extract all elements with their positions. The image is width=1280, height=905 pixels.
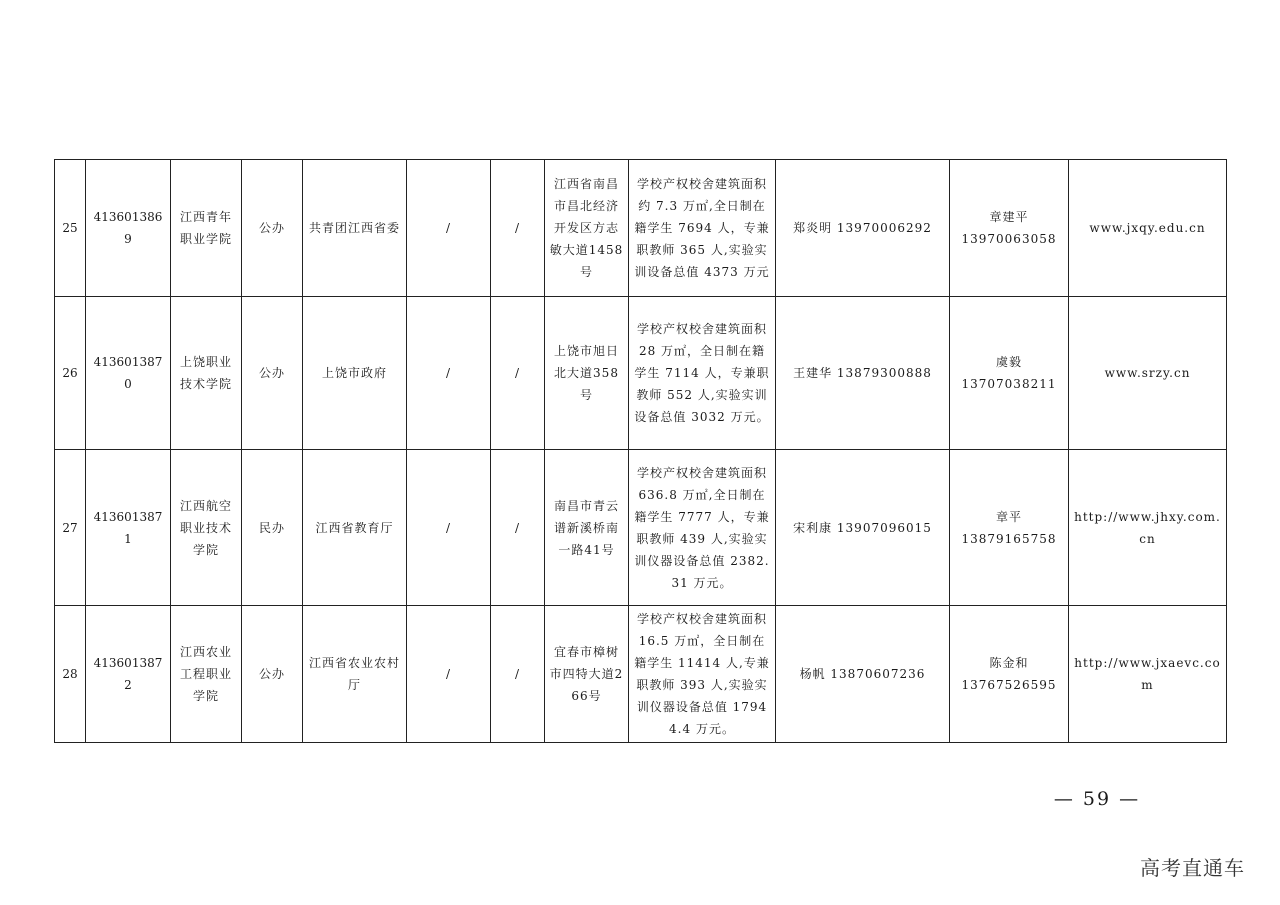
row-number: 27	[55, 450, 86, 606]
slash-cell: /	[407, 606, 491, 743]
contact-person	[950, 606, 1069, 743]
contact-person	[950, 160, 1069, 297]
contact-phone: 13970063058	[961, 232, 1057, 246]
table-row	[55, 450, 1227, 606]
supervising-authority: 上饶市政府	[303, 297, 407, 450]
slash-cell: /	[407, 297, 491, 450]
school-name: 江西青年职业学院	[171, 160, 242, 297]
school-type: 公办	[242, 297, 303, 450]
school-address: 上饶市旭日北大道358号	[545, 297, 629, 450]
contact-name: 陈金和	[989, 656, 1029, 670]
contact-name: 虞毅	[995, 355, 1022, 369]
president-contact: 郑炎明 13970006292	[776, 160, 950, 297]
school-conditions: 学校产权校舍建筑面积约 7.3 万㎡,全日制在籍学生 7694 人，专兼职教师 365 人,实验实训设备总值 4373 万元	[629, 160, 776, 297]
table-row	[55, 606, 1227, 743]
contact-phone: 13707038211	[961, 377, 1057, 391]
row-number: 26	[55, 297, 86, 450]
school-type: 公办	[242, 160, 303, 297]
supervising-authority: 共青团江西省委	[303, 160, 407, 297]
school-address: 宜春市樟树市四特大道266号	[545, 606, 629, 743]
contact-phone: 13879165758	[961, 531, 1057, 546]
row-number: 25	[55, 160, 86, 297]
slash-cell: /	[491, 606, 545, 743]
school-name: 江西农业工程职业学院	[171, 606, 242, 743]
contact-name: 章建平	[989, 210, 1029, 224]
watermark: 高考直通车	[1140, 856, 1245, 880]
school-conditions: 学校产权校舍建筑面积 636.8 万㎡,全日制在籍学生 7777 人，专兼职教师 439 人,实验实训仪器设备总值 2382.31 万元。	[629, 450, 776, 606]
school-conditions: 学校产权校舍建筑面积 16.5 万㎡，全日制在籍学生 11414 人,专兼职教师 393 人,实验实训仪器设备总值 17944.4 万元。	[629, 606, 776, 743]
school-website: www.jxqy.edu.cn	[1069, 160, 1227, 297]
slash-cell: /	[491, 297, 545, 450]
table-row	[55, 297, 1227, 450]
slash-cell: /	[491, 450, 545, 606]
school-website: http://www.jxaevc.com	[1069, 606, 1227, 743]
school-type: 民办	[242, 450, 303, 606]
president-contact: 王建华 13879300888	[776, 297, 950, 450]
president-contact: 杨帆 13870607236	[776, 606, 950, 743]
school-website: http://www.jhxy.com.cn	[1069, 450, 1227, 606]
slash-cell: /	[491, 160, 545, 297]
contact-phone: 13767526595	[961, 678, 1057, 692]
school-address: 江西省南昌市昌北经济开发区方志敏大道1458号	[545, 160, 629, 297]
school-name: 上饶职业技术学院	[171, 297, 242, 450]
page-number: — 59 —	[1053, 788, 1141, 810]
school-name: 江西航空职业技术学院	[171, 450, 242, 606]
school-type: 公办	[242, 606, 303, 743]
school-conditions: 学校产权校舍建筑面积 28 万㎡，全日制在籍学生 7114 人，专兼职教师 552 人,实验实训设备总值 3032 万元。	[629, 297, 776, 450]
school-website: www.srzy.cn	[1069, 297, 1227, 450]
school-code: 4136013872	[86, 606, 171, 743]
school-code: 4136013871	[86, 450, 171, 606]
supervising-authority: 江西省农业农村厅	[303, 606, 407, 743]
slash-cell: /	[407, 160, 491, 297]
contact-person	[950, 297, 1069, 450]
school-code: 4136013870	[86, 297, 171, 450]
contact-person	[950, 450, 1069, 606]
school-address: 南昌市青云谱新溪桥南一路41号	[545, 450, 629, 606]
supervising-authority: 江西省教育厅	[303, 450, 407, 606]
slash-cell: /	[407, 450, 491, 606]
school-code: 4136013869	[86, 160, 171, 297]
schools-table	[54, 159, 1227, 743]
row-number: 28	[55, 606, 86, 743]
president-contact: 宋利康 13907096015	[776, 450, 950, 606]
table-row	[55, 160, 1227, 297]
contact-name: 章平	[995, 509, 1022, 524]
